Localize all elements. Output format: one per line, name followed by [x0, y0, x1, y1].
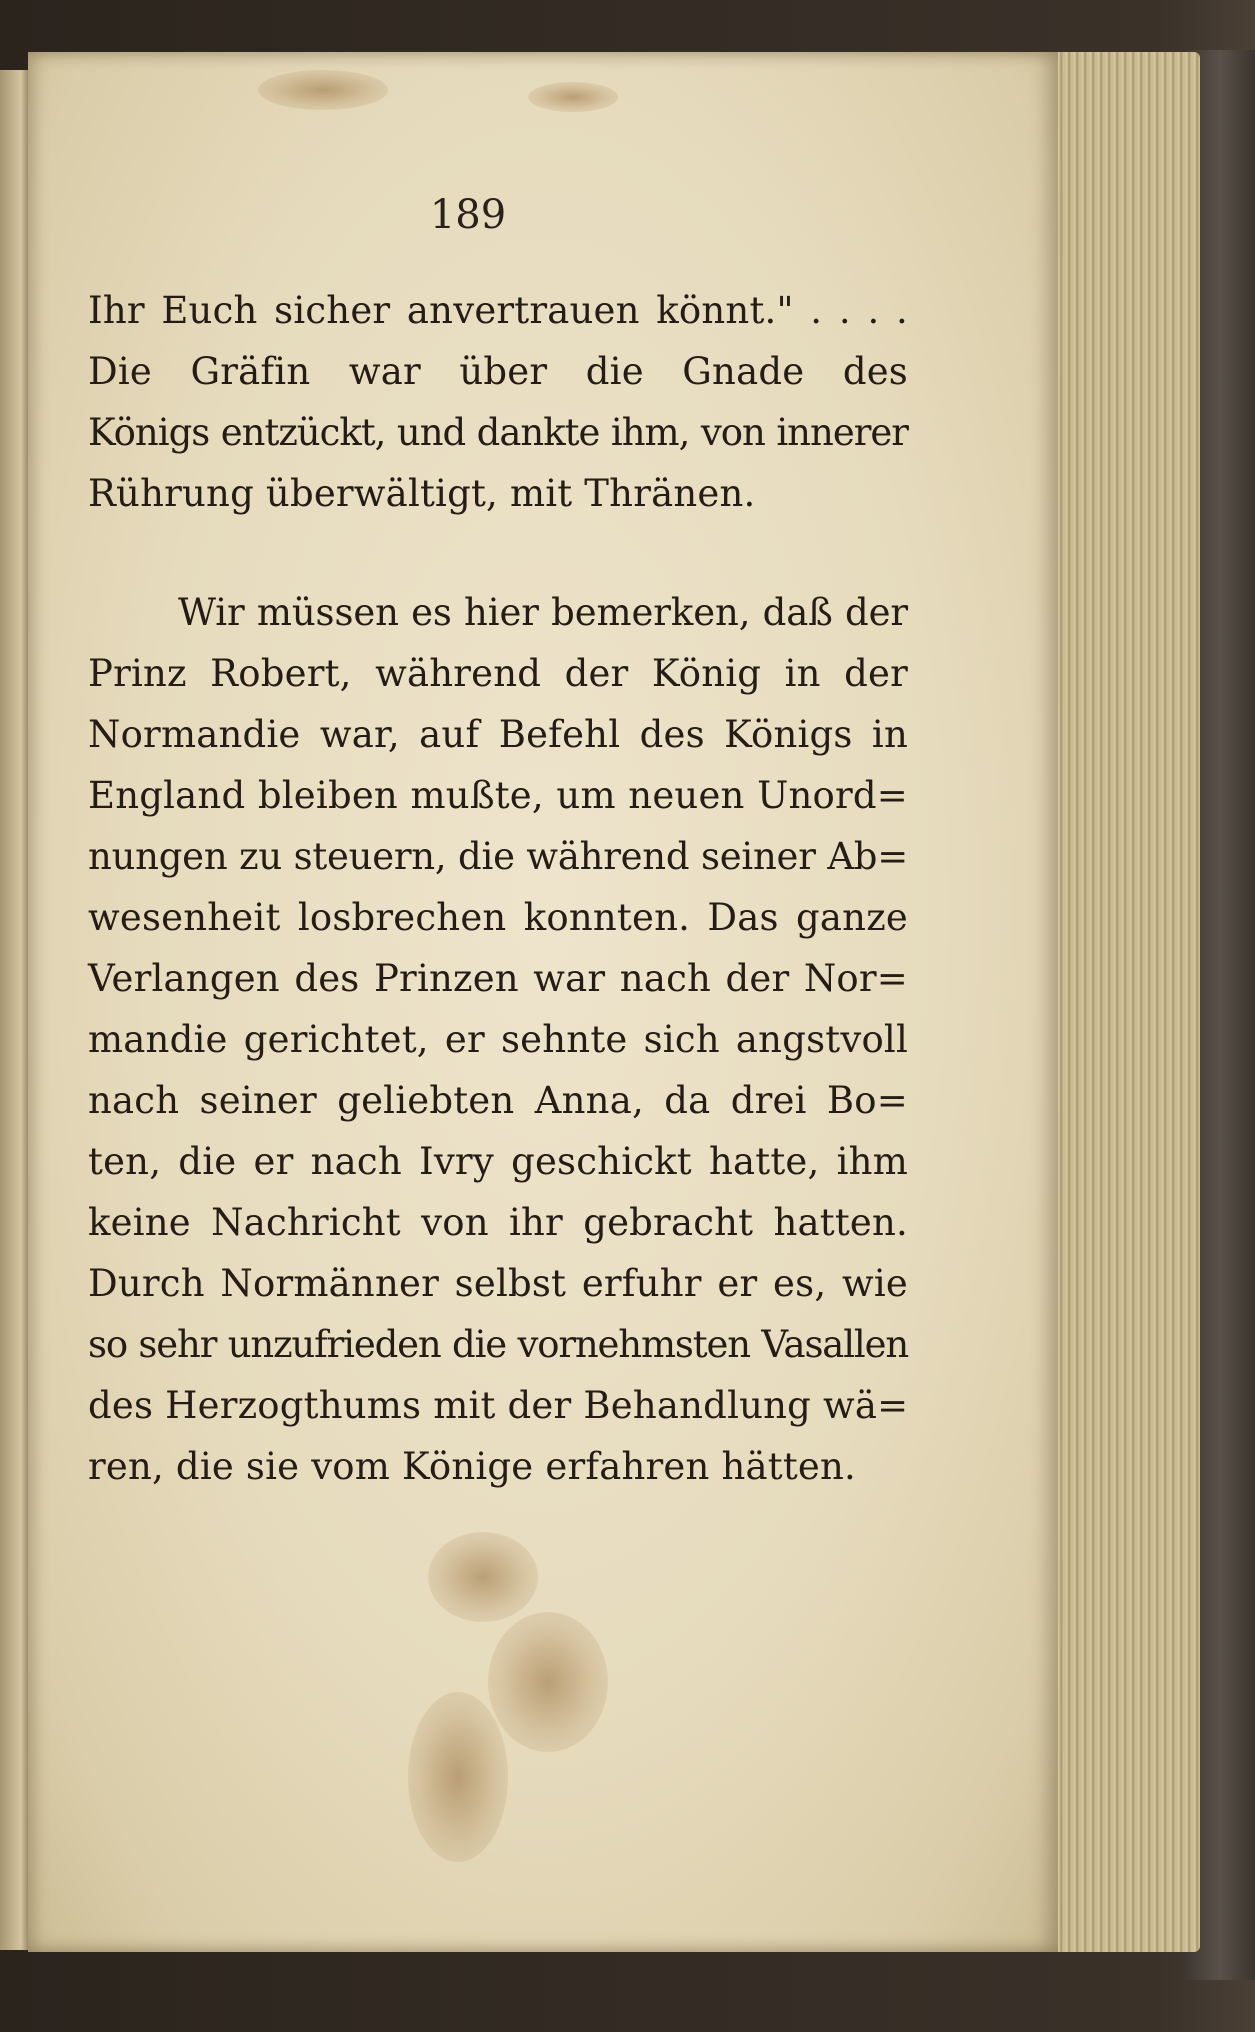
page-number: 189 — [429, 192, 507, 238]
stain-top — [258, 70, 388, 110]
text-line: mandie gerichtet, er sehnte sich angstvoll — [88, 1018, 908, 1061]
text-line: Wir müssen es hier bemerken, daß der — [178, 591, 908, 634]
text-line: Die Gräfin war über die Gnade des — [88, 350, 908, 393]
text-line: nungen zu steuern, die während seiner Ab= — [88, 835, 908, 878]
stain-lower-1 — [428, 1532, 538, 1622]
text-line: England bleiben mußte, um neuen Unord= — [88, 774, 908, 817]
paragraph-1 — [88, 280, 908, 524]
text-line: Normandie war, auf Befehl des Königs in — [88, 713, 908, 756]
text-line: Prinz Robert, während der König in der — [88, 652, 908, 695]
text-line: ten, die er nach Ivry geschickt hatte, ihm — [88, 1140, 908, 1183]
paragraph-2 — [88, 582, 908, 1497]
text-line: keine Nachricht von ihr gebracht hatten. — [88, 1201, 908, 1244]
text-line: Königs entzückt, und dankte ihm, von innerer — [88, 411, 908, 454]
text-line: Verlangen des Prinzen war nach der Nor= — [88, 957, 908, 1000]
book-page — [28, 52, 1058, 1952]
facing-page-edge — [0, 70, 30, 1950]
text-line: Rührung überwältigt, mit Thränen. — [88, 472, 756, 515]
text-line: nach seiner geliebten Anna, da drei Bo= — [88, 1079, 908, 1122]
text-line: ren, die sie vom Könige erfahren hätten. — [88, 1445, 856, 1488]
text-line: so sehr unzufrieden die vornehmsten Vasallen — [88, 1323, 908, 1366]
stain-lower-3 — [408, 1692, 508, 1862]
page-block-edges — [1040, 52, 1200, 1952]
text-line: des Herzogthums mit der Behandlung wä= — [88, 1384, 909, 1427]
stain-top-right — [528, 82, 618, 112]
text-line: wesenheit losbrechen konnten. Das ganze — [88, 896, 908, 939]
stain-lower-2 — [488, 1612, 608, 1752]
text-line: Durch Normänner selbst erfuhr er es, wie — [88, 1262, 908, 1305]
text-line: Ihr Euch sicher anvertrauen könnt." . . . . — [88, 289, 908, 332]
page-text — [88, 280, 908, 1497]
